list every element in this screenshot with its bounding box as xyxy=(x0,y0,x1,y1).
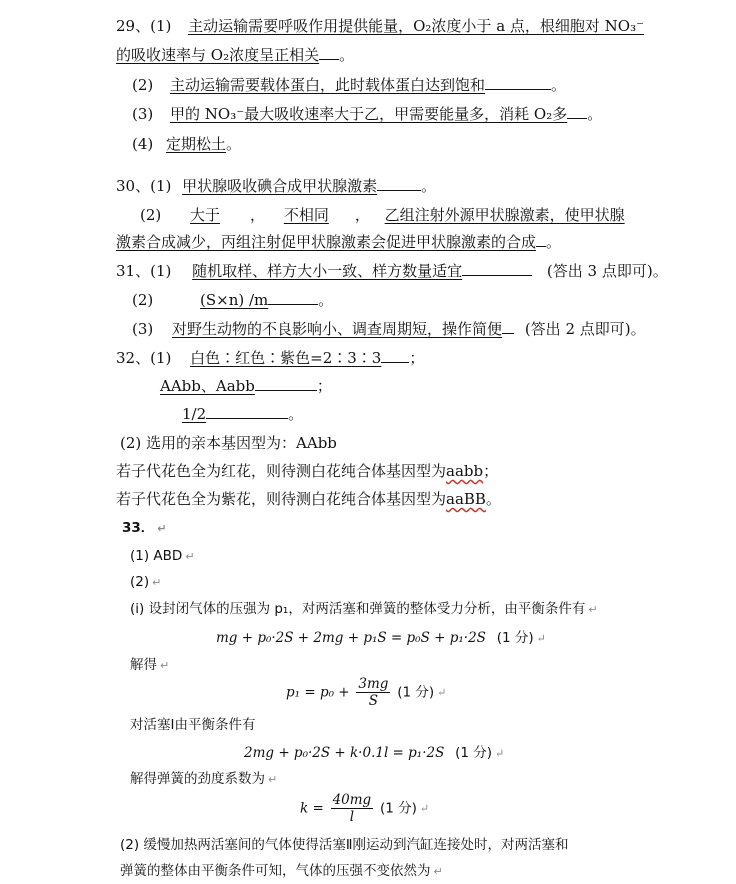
q30-part1-number: 30、(1) xyxy=(116,177,172,195)
q33-part1-answer: (1) ABD xyxy=(130,548,183,564)
q32-part2-case-purple: 若子代花色全为紫花，则待测白花纯合体基因型为 xyxy=(116,490,447,508)
fraction-denominator: l xyxy=(349,809,355,825)
q33-k-text: 解得弹簧的劲度系数为 xyxy=(130,771,265,787)
q30-part1-answer: 甲状腺吸收碘合成甲状腺激素 xyxy=(182,177,378,195)
q33-equation-1: mg + p₀·2S + 2mg + p₁S = p₀S + p₁·2S xyxy=(216,630,486,646)
q33-eq4-line xyxy=(300,792,429,825)
q31-part1-number: 31、(1) xyxy=(116,262,172,280)
answer-blank xyxy=(502,319,514,334)
paragraph-mark-icon: ↵ xyxy=(419,801,430,815)
q29-part2-answer: 主动运输需要载体蛋白，此时载体蛋白达到饱和 xyxy=(170,76,486,94)
q29-part3-line xyxy=(132,104,602,124)
answer-blank xyxy=(206,404,288,419)
q33-title-line xyxy=(122,518,167,539)
q32-part1-answer3: 1/2 xyxy=(182,405,207,423)
q30-part1-end: 。 xyxy=(421,177,437,195)
q32-part1-end2: ； xyxy=(316,377,332,395)
paragraph-mark-icon: ↵ xyxy=(437,685,447,699)
q30-part2-number: (2) xyxy=(140,206,162,224)
answer-blank xyxy=(268,290,318,305)
q31-part2-end: 。 xyxy=(318,291,334,309)
q32-part2-genotype-red: aabb xyxy=(446,462,484,480)
paragraph-mark-icon: ↵ xyxy=(495,747,505,760)
q33-i-text: (i) 设封闭气体的压强为 p₁，对两活塞和弹簧的整体受力分析，由平衡条件有 xyxy=(130,601,586,617)
q32-part2-line2 xyxy=(116,461,498,481)
q33-eq1-line xyxy=(216,627,546,649)
q29-part1-line2 xyxy=(116,45,354,65)
q31-part2-line xyxy=(132,290,333,310)
q29-part1-answer-a: 主动运输需要呼吸作用提供能量，O₂浓度小于 a 点，根细胞对 NO₃⁻ xyxy=(188,17,645,35)
paragraph-mark-icon: ↵ xyxy=(433,865,443,878)
q33-equation-2-fraction xyxy=(356,676,390,709)
paragraph-mark-icon: ↵ xyxy=(160,659,170,672)
punctuation: ； xyxy=(483,462,499,480)
score-note: (1 分) xyxy=(455,745,493,761)
paragraph-mark-icon: ↵ xyxy=(157,522,167,535)
q30-part2-answer-c: 乙组注射外源甲状腺激素，使甲状腺 xyxy=(384,206,625,224)
q33-solve-label: 解得 xyxy=(130,657,157,673)
q29-part3-end: 。 xyxy=(587,105,603,123)
score-note: (1 分) xyxy=(379,800,417,817)
paragraph-mark-icon: ↵ xyxy=(152,576,162,589)
q31-part2-answer: (S×n) /m xyxy=(200,291,269,309)
q29-part3-number: (3) xyxy=(132,105,154,123)
q29-part4-end: 。 xyxy=(226,135,242,153)
q33-solve-line xyxy=(130,655,169,676)
q32-part2-line1 xyxy=(120,433,337,453)
score-note: (1 分) xyxy=(496,630,534,646)
answer-blank xyxy=(377,176,421,191)
q32-part1-line2 xyxy=(160,376,332,396)
q32-part1-line1 xyxy=(116,348,424,368)
q31-part2-number: (2) xyxy=(132,291,154,309)
q33-equation-2-left: p₁ = p₀ + xyxy=(286,684,350,701)
q32-part1-line3 xyxy=(160,404,303,424)
answer-blank xyxy=(255,376,317,391)
q30-part2-answer-d: 激素合成减少，丙组注射促甲状腺激素会促进甲状腺激素的合成 xyxy=(116,233,537,251)
q29-part2-end: 。 xyxy=(551,76,567,94)
q30-part2-answer-b: 不相同 xyxy=(283,206,329,224)
q30-part2-end: 。 xyxy=(546,233,562,251)
q29-part3-answer: 甲的 NO₃⁻最大吸收速率大于乙，甲需要能量多，消耗 O₂多 xyxy=(170,105,568,123)
q29-part1-end: 。 xyxy=(339,46,355,64)
q29-part4-number: (4) xyxy=(132,135,154,153)
separator: ， xyxy=(354,206,370,224)
q32-part1-end: ； xyxy=(409,349,425,367)
q29-part2-line xyxy=(132,75,566,95)
q33-k-line xyxy=(130,769,277,790)
q31-part1-answer: 随机取样、样方大小一致、样方数量适宜 xyxy=(192,262,463,280)
q32-part1-end3: 。 xyxy=(288,405,304,423)
separator: ， xyxy=(250,206,266,224)
q32-part1-answer2: AAbb、Aabb xyxy=(160,377,255,395)
q29-part1-line1 xyxy=(116,16,644,36)
q33-i-line xyxy=(130,599,598,620)
q33-last-text-1: (2) 缓慢加热两活塞间的气体使得活塞Ⅱ刚运动到汽缸连接处时，对两活塞和 xyxy=(120,837,569,853)
answer-blank xyxy=(485,75,551,90)
score-note: (1 分) xyxy=(397,684,435,701)
q31-part3-line xyxy=(132,319,646,339)
q33-eq3-line xyxy=(244,742,504,764)
q33-equation-4-fraction xyxy=(331,792,374,825)
fraction-numerator: 3mg xyxy=(358,676,389,692)
q30-part2-line2 xyxy=(116,232,561,252)
q31-part1-line xyxy=(116,261,668,281)
fraction-denominator: S xyxy=(368,693,379,709)
answer-blank xyxy=(567,104,587,119)
q32-part2-label: (2) 选用的亲本基因型为： xyxy=(120,434,297,452)
answer-blank xyxy=(462,261,532,276)
paragraph-mark-icon: ↵ xyxy=(588,603,598,616)
answer-blank xyxy=(319,45,339,60)
paragraph-mark-icon: ↵ xyxy=(536,632,546,645)
q32-part1-answer: 白色∶红色∶紫色=2∶3∶3 xyxy=(190,349,382,367)
q33-last-line2 xyxy=(120,861,443,882)
q33-title: 33． xyxy=(122,520,155,536)
q29-part4-line xyxy=(132,134,241,154)
q33-part2-label: (2) xyxy=(130,574,150,590)
q33-piston-text: 对活塞Ⅰ由平衡条件有 xyxy=(130,717,256,733)
q33-last-line1 xyxy=(120,835,569,855)
q33-part1-line xyxy=(130,546,195,567)
paragraph-mark-icon: ↵ xyxy=(185,550,195,563)
q33-part2-line xyxy=(130,572,161,593)
q32-part2-case-red: 若子代花色全为红花，则待测白花纯合体基因型为 xyxy=(116,462,447,480)
q31-part3-note: (答出 2 点即可)。 xyxy=(524,320,646,338)
paragraph-mark-icon: ↵ xyxy=(268,773,278,786)
answer-blank xyxy=(381,348,409,363)
q31-part3-number: (3) xyxy=(132,320,154,338)
q31-part1-note: (答出 3 点即可)。 xyxy=(546,262,668,280)
q32-part2-genotype: AAbb xyxy=(296,434,337,452)
q31-part3-answer: 对野生动物的不良影响小、调查周期短，操作简便 xyxy=(172,320,503,338)
answer-blank xyxy=(536,232,546,247)
q33-eq2-line xyxy=(286,676,446,709)
q33-equation-3: 2mg + p₀·2S + k·0.1l = p₁·2S xyxy=(244,745,445,761)
q29-part1-number: 29、(1) xyxy=(116,17,172,35)
q32-part1-number: 32、(1) xyxy=(116,349,172,367)
q32-part2-line3 xyxy=(116,489,501,509)
fraction-numerator: 40mg xyxy=(332,792,372,808)
q30-part2-answer-a: 大于 xyxy=(190,206,221,224)
q29-part2-number: (2) xyxy=(132,76,154,94)
q32-part2-genotype-purple: aaBB xyxy=(446,490,486,508)
q29-part1-answer-b: 的吸收速率与 O₂浓度呈正相关 xyxy=(116,46,320,64)
q29-part4-answer: 定期松土 xyxy=(166,135,227,153)
q33-piston-line xyxy=(130,715,255,735)
q33-equation-4-left: k = xyxy=(300,800,324,817)
punctuation: 。 xyxy=(485,490,501,508)
q30-part1-line xyxy=(116,176,436,196)
q33-last-text-2: 弹簧的整体由平衡条件可知，气体的压强不变依然为 xyxy=(120,863,431,879)
q30-part2-line1 xyxy=(140,205,625,225)
